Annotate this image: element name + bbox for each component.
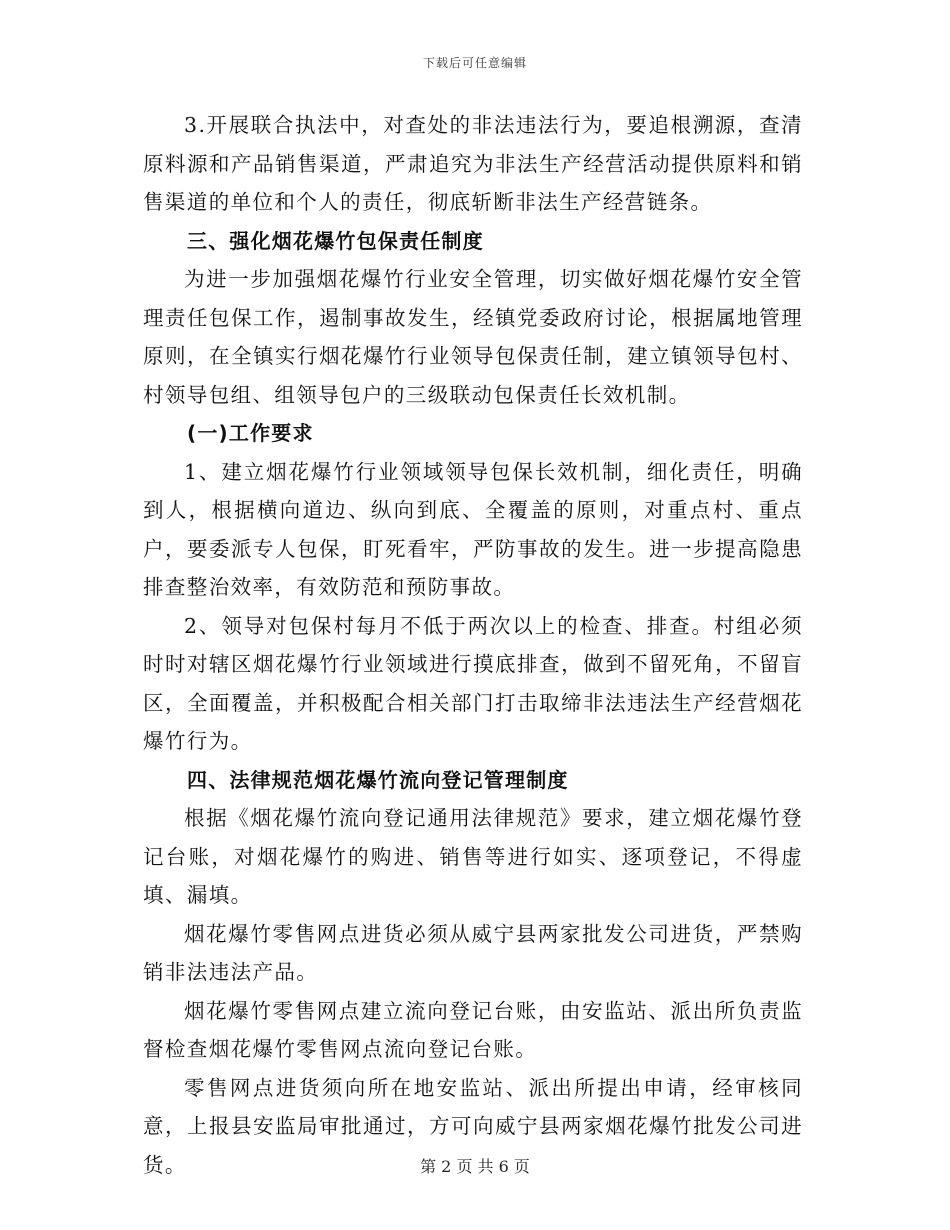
paragraph-flow-ledger: 烟花爆竹零售网点建立流向登记台账，由安监站、派出所负责监督检查烟花爆竹零售网点流向登记台账。	[143, 998, 803, 1061]
section-heading-3: 三、强化烟花爆竹包保责任制度	[187, 228, 484, 253]
paragraph-retail-purchase: 烟花爆竹零售网点进货必须从威宁县两家批发公司进货，严禁购销非法违法产品。	[143, 921, 803, 984]
subsection-heading-work-requirements: (一)工作要求	[187, 421, 314, 445]
paragraph-purchase-application: 零售网点进货须向所在地安监站、派出所提出申请，经审核同意，上报县安监局审批通过，方可向威宁县两家烟花爆竹批发公司进货。	[143, 1075, 803, 1177]
paragraph-requirement-2: 2、领导对包保村每月不低于两次以上的检查、排查。村组必须时时对辖区烟花爆竹行业领域进行摸底排查，做到不留死角，不留盲区，全面覆盖，并积极配合相关部门打击取缔非法违法生产经营烟花爆竹行为。	[143, 613, 803, 753]
paragraph-registration-basis: 根据《烟花爆竹流向登记通用法律规范》要求，建立烟花爆竹登记台账，对烟花爆竹的购进、销售等进行如实、逐项登记，不得虚填、漏填。	[143, 806, 803, 907]
page-header: 下载后可任意编辑	[422, 56, 527, 70]
paragraph-requirement-1: 1、建立烟花爆竹行业领域领导包保长效机制，细化责任，明确到人，根据横向道边、纵向到底、全覆盖的原则，对重点村、重点户，要委派专人包保，盯死看牢，严防事故的发生。进一步提高隐患排查整治效率，有效防范和预防事故。	[143, 459, 803, 599]
paragraph-joint-enforcement: 3.开展联合执法中，对查处的非法违法行为，要追根溯源，查清原料源和产品销售渠道，严肃追究为非法生产经营活动提供原料和销售渠道的单位和个人的责任，彻底斩断非法生产经营链条。	[143, 113, 803, 214]
section-heading-4: 四、法律规范烟花爆竹流向登记管理制度	[187, 767, 569, 792]
document-body	[143, 106, 803, 1184]
page-number-footer: 第 2 页 共 6 页	[420, 1157, 530, 1176]
paragraph-responsibility-intro: 为进一步加强烟花爆竹行业安全管理，切实做好烟花爆竹安全管理责任包保工作，遏制事故发生，经镇党委政府讨论，根据属地管理原则，在全镇实行烟花爆竹行业领导包保责任制，建立镇领导包村、村领导包组、组领导包户的三级联动包保责任长效机制。	[143, 267, 803, 407]
